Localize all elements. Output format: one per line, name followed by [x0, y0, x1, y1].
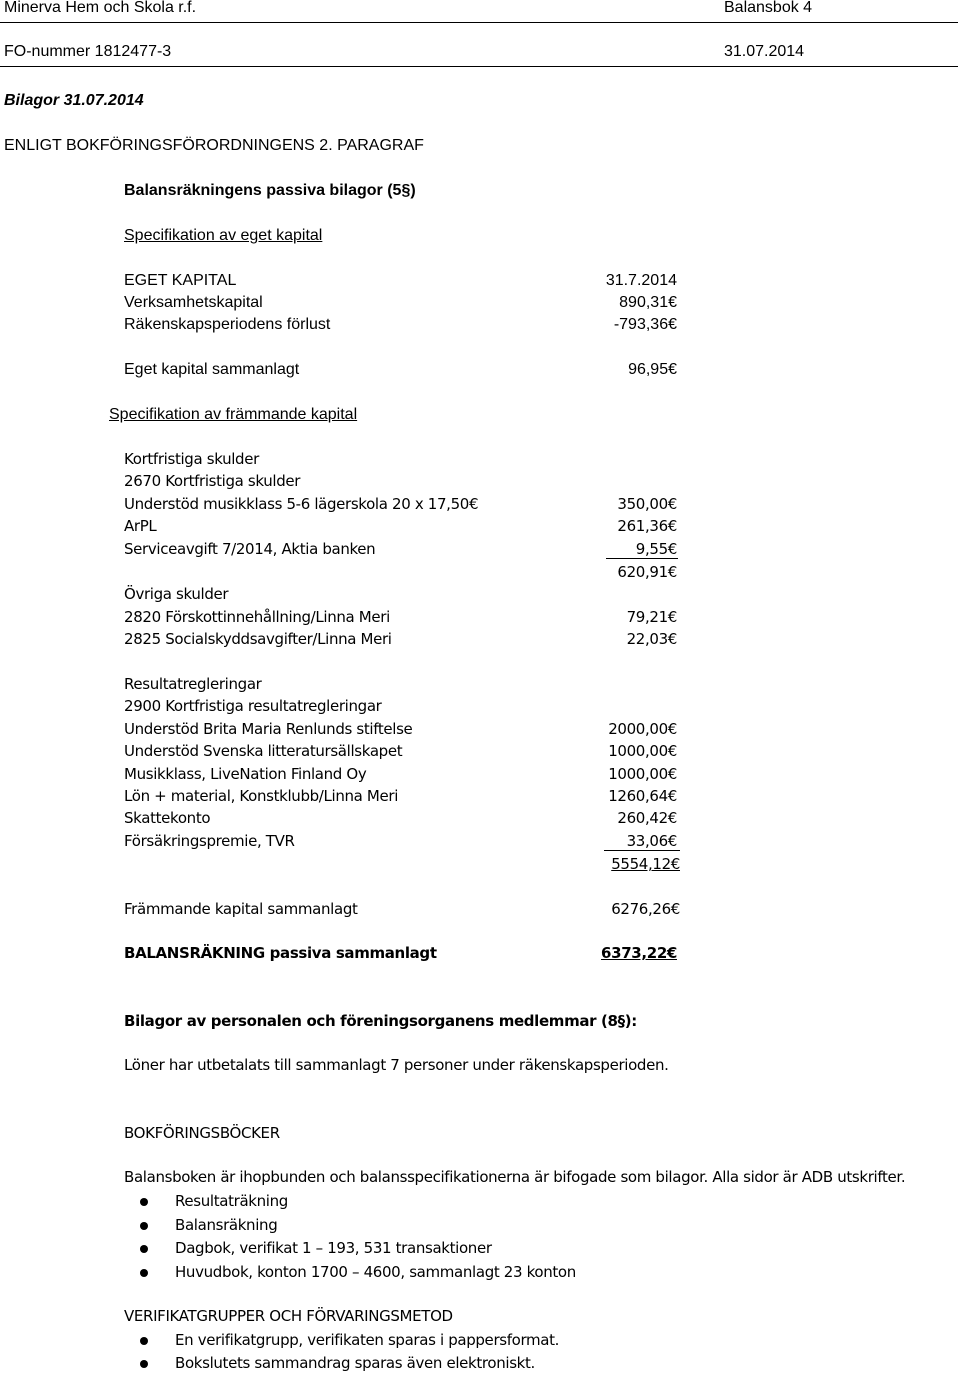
liability-row-label: 2825 Socialskyddsavgifter/Linna Meri: [124, 630, 392, 648]
equity-row-value: -793,36€: [613, 316, 677, 333]
passiva-heading: Balansräkningens passiva bilagor (5§): [124, 182, 416, 199]
books-list-item: Resultaträkning: [175, 1192, 288, 1210]
equity-row-value: 890,31€: [619, 294, 677, 311]
equity-total-value: 96,95€: [628, 361, 677, 378]
liability-row-value: 261,36€: [617, 517, 677, 535]
equity-label: EGET KAPITAL: [124, 272, 237, 289]
company-name: Minerva Hem och Skola r.f.: [4, 0, 197, 16]
equity-row-label: Räkenskapsperiodens förlust: [124, 316, 331, 333]
liability-row-label: ArPL: [124, 517, 157, 535]
books-text: Balansboken är ihopbunden och balansspecifikationerna är bifogade som bilagor. Alla sidor är ADB utskrifter.: [124, 1168, 906, 1186]
bullet-icon: [140, 1222, 148, 1230]
accrual-row-label: Understöd Svenska litteratursällskapet: [124, 742, 403, 760]
accrual-row-value: 1000,00€: [608, 742, 677, 760]
short-term-subtotal: 620,91€: [617, 563, 677, 581]
liability-row-value: 22,03€: [626, 630, 677, 648]
accrual-row-label: Musikklass, LiveNation Finland Oy: [124, 765, 367, 783]
bullet-icon: [140, 1269, 148, 1277]
accrual-row-label: Försäkringspremie, TVR: [124, 832, 295, 850]
foreign-spec-heading: Specifikation av främmande kapital: [109, 406, 358, 423]
liability-row-value: 350,00€: [617, 495, 677, 513]
short-term-title: Kortfristiga skulder: [124, 450, 259, 468]
personnel-heading: Bilagor av personalen och föreningsorganens medlemmar (8§):: [124, 1012, 637, 1030]
books-list-item: Huvudbok, konton 1700 – 4600, sammanlagt 23 konton: [175, 1263, 576, 1281]
accrual-row-label: Lön + material, Konstklubb/Linna Meri: [124, 787, 399, 805]
accrual-row-value: 1260,64€: [608, 787, 677, 805]
accruals-subtitle: 2900 Kortfristiga resultatregleringar: [124, 697, 382, 715]
accrual-row-label: Skattekonto: [124, 809, 211, 827]
subtotal-underline: [606, 558, 678, 559]
liability-row-label: 2820 Förskottinnehållning/Linna Meri: [124, 608, 390, 626]
fo-number: FO-nummer 1812477-3: [4, 43, 172, 60]
bullet-icon: [140, 1198, 148, 1206]
voucher-list-item: Bokslutets sammandrag sparas även elektroniskt.: [175, 1354, 535, 1372]
grand-total-label: BALANSRÄKNING passiva sammanlagt: [124, 944, 437, 962]
header-rule-2: [0, 66, 958, 67]
header-rule: [0, 22, 958, 23]
accruals-subtotal: 5554,12€: [611, 855, 680, 873]
liability-row-label: Serviceavgift 7/2014, Aktia banken: [124, 540, 376, 558]
voucher-heading: VERIFIKATGRUPPER OCH FÖRVARINGSMETOD: [124, 1307, 453, 1325]
bullet-icon: [140, 1245, 148, 1253]
bullet-icon: [140, 1360, 148, 1368]
books-heading: BOKFÖRINGSBÖCKER: [124, 1124, 280, 1142]
bullet-icon: [140, 1337, 148, 1345]
other-liabilities-title: Övriga skulder: [124, 585, 229, 603]
equity-spec-heading: Specifikation av eget kapital: [124, 227, 323, 244]
accrual-row-label: Understöd Brita Maria Renlunds stiftelse: [124, 720, 413, 738]
liability-row-value: 79,21€: [626, 608, 677, 626]
accrual-row-value: 2000,00€: [608, 720, 677, 738]
liability-row-value: 9,55€: [635, 540, 677, 558]
subtotal-underline: [604, 850, 680, 851]
books-list-item: Balansräkning: [175, 1216, 278, 1234]
foreign-total-label: Främmande kapital sammanlagt: [124, 900, 358, 918]
header-date: 31.07.2014: [724, 43, 805, 60]
short-term-subtitle: 2670 Kortfristiga skulder: [124, 472, 301, 490]
personnel-text: Löner har utbetalats till sammanlagt 7 personer under räkenskapsperioden.: [124, 1056, 669, 1074]
book-number: Balansbok 4: [724, 0, 813, 16]
voucher-list-item: En verifikatgrupp, verifikaten sparas i pappersformat.: [175, 1331, 560, 1349]
accrual-row-value: 260,42€: [617, 809, 677, 827]
liability-row-label: Understöd musikklass 5-6 lägerskola 20 x 17,50€: [124, 495, 479, 513]
equity-date: 31.7.2014: [605, 272, 677, 289]
accrual-row-value: 33,06€: [626, 832, 677, 850]
regulation-heading: ENLIGT BOKFÖRINGSFÖRORDNINGENS 2. PARAGRAF: [4, 137, 424, 154]
books-list-item: Dagbok, verifikat 1 – 193, 531 transaktioner: [175, 1239, 492, 1257]
equity-row-label: Verksamhetskapital: [124, 294, 263, 311]
accrual-row-value: 1000,00€: [608, 765, 677, 783]
section-title: Bilagor 31.07.2014: [4, 92, 144, 109]
grand-total-value: 6373,22€: [601, 944, 677, 962]
equity-total-label: Eget kapital sammanlagt: [124, 361, 300, 378]
foreign-total-value: 6276,26€: [611, 900, 680, 918]
accruals-title: Resultatregleringar: [124, 675, 262, 693]
